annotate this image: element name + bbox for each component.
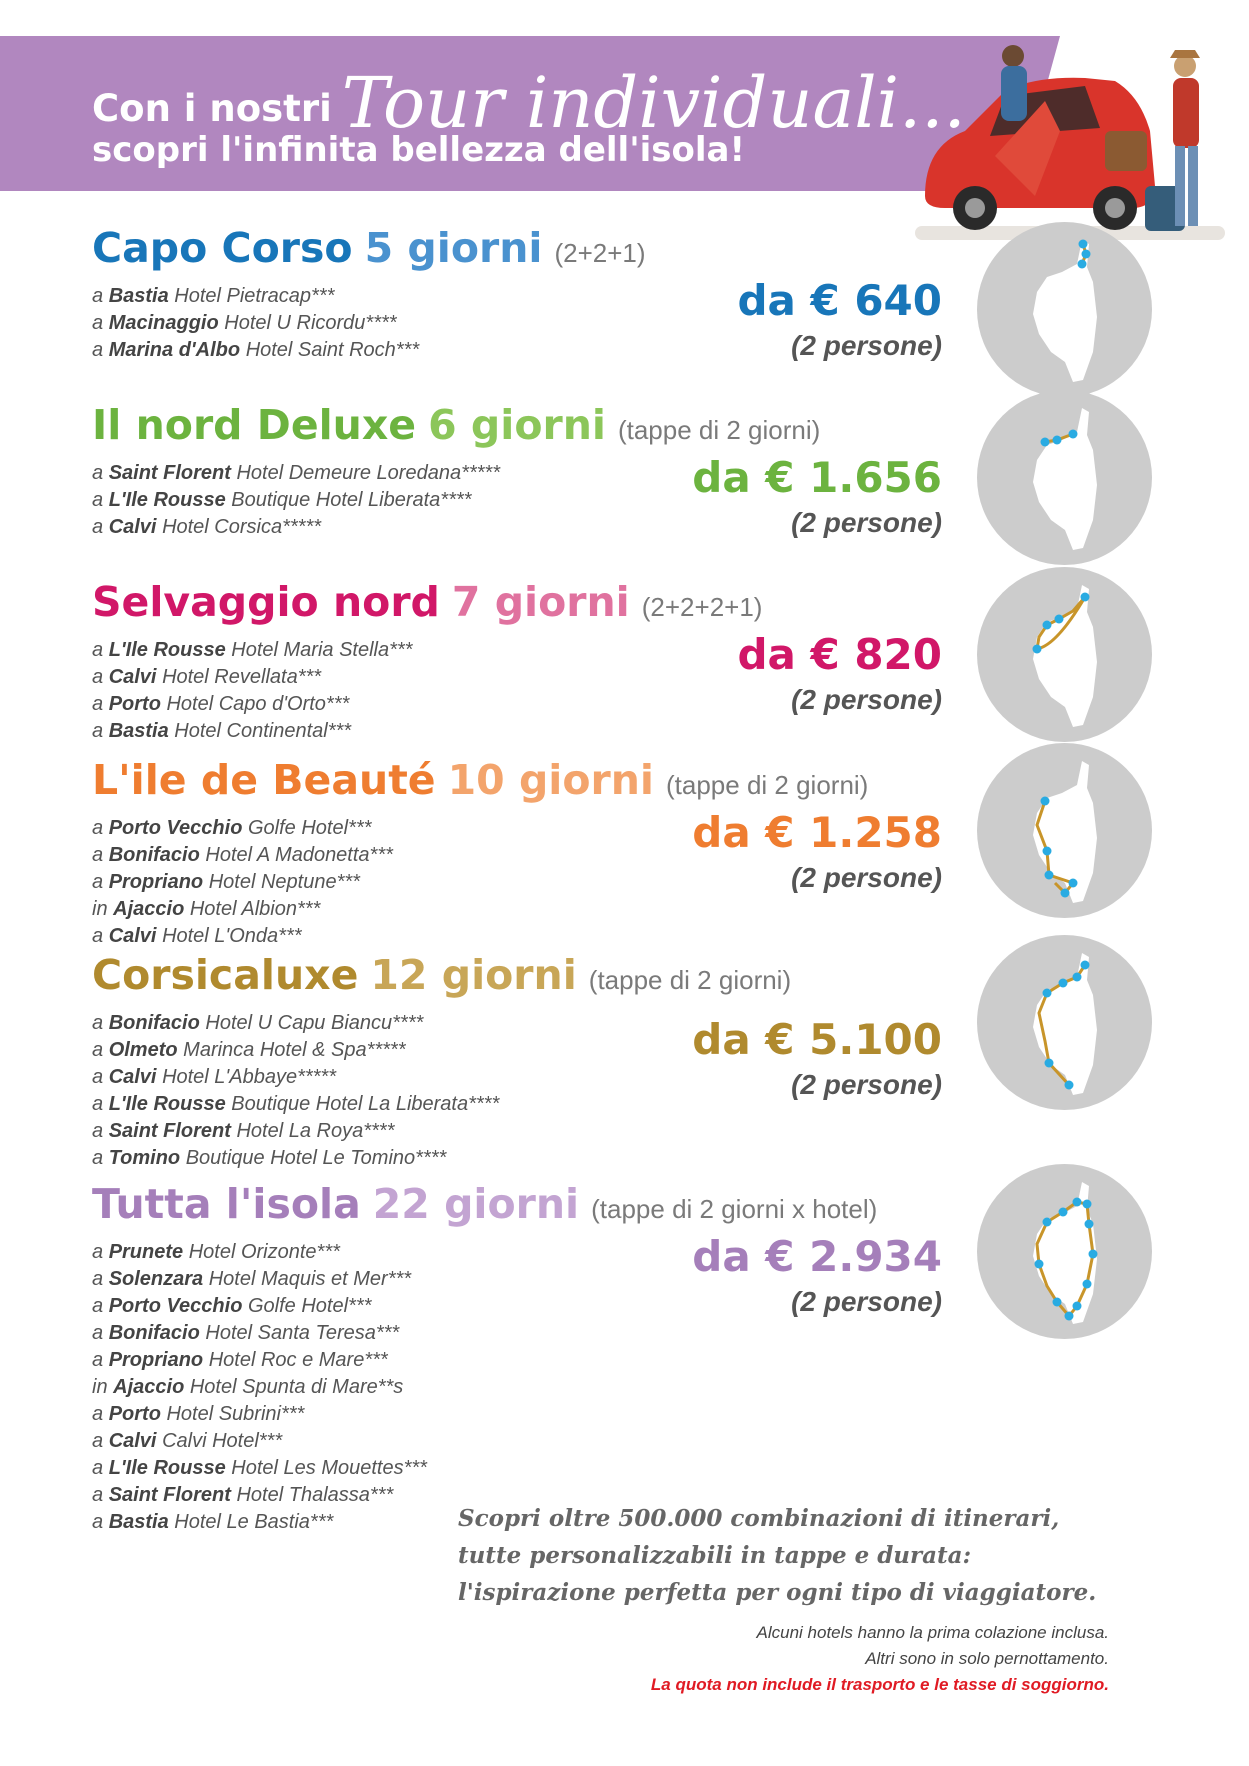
stop-item: a Olmeto Marinca Hotel & Spa***** xyxy=(92,1039,406,1061)
stop-item: in Ajaccio Hotel Albion*** xyxy=(92,898,321,920)
tour-price: da € 2.934 xyxy=(692,1232,942,1281)
tour-note: (2+2+1) xyxy=(554,238,646,268)
stop-item: a Tomino Boutique Hotel Le Tomino**** xyxy=(92,1147,447,1169)
footnote-line: Altri sono in solo pernottamento. xyxy=(865,1649,1109,1668)
stop-item: a Bastia Hotel Le Bastia*** xyxy=(92,1511,334,1533)
tour-note: (tappe di 2 giorni) xyxy=(617,415,821,445)
tour-name: L'ile de Beauté xyxy=(92,756,436,804)
stop-item: a Bonifacio Hotel Santa Teresa*** xyxy=(92,1322,400,1344)
stop-item: a L'Ile Rousse Hotel Les Mouettes*** xyxy=(92,1457,427,1479)
tour-capo-corso xyxy=(92,224,1152,364)
tour-persons: (2 persone) xyxy=(791,1286,942,1317)
tour-note: (tappe di 2 giorni) xyxy=(588,965,792,995)
tour-name: Capo Corso xyxy=(92,224,353,272)
tour-ile-de-beaute xyxy=(92,756,1152,950)
tour-corsicaluxe xyxy=(92,951,1152,1172)
header-title-script: Tour individuali... xyxy=(341,62,966,144)
tour-days: 5 giorni xyxy=(364,224,543,272)
tour-days: 12 giorni xyxy=(370,951,577,999)
tour-il-nord-deluxe xyxy=(92,401,1152,541)
tour-tutta-l-isola xyxy=(92,1180,1152,1536)
promo-text: Scopri oltre 500.000 combinazioni di itinerari, tutte personalizzabili in tappe e durata: l'ispirazione perfetta per ogni tipo di viaggiatore. xyxy=(458,1505,1097,1606)
tour-selvaggio-nord xyxy=(92,578,1152,745)
stop-item: a Calvi Hotel Revellata*** xyxy=(92,666,322,688)
tour-days: 10 giorni xyxy=(447,756,654,804)
tour-name: Selvaggio nord xyxy=(92,578,440,626)
route-map-tutta-l-isola xyxy=(977,1164,1152,1339)
footnote xyxy=(549,1620,1109,1698)
stop-item: a Saint Florent Hotel Demeure Loredana***** xyxy=(92,462,500,484)
tour-persons: (2 persone) xyxy=(791,1069,942,1100)
stop-item: a Calvi Hotel L'Onda*** xyxy=(92,925,302,947)
tour-price: da € 1.258 xyxy=(692,808,942,857)
header-title-prefix: Con i nostri xyxy=(92,87,332,130)
route-map-il-nord-deluxe xyxy=(977,390,1152,565)
stop-item: a Bonifacio Hotel U Capu Biancu**** xyxy=(92,1012,424,1034)
tour-name: Il nord Deluxe xyxy=(92,401,417,449)
header-subtitle: scopri l'infinita bellezza dell'isola! xyxy=(92,130,745,170)
tour-note: (2+2+2+1) xyxy=(641,592,763,622)
tour-persons: (2 persone) xyxy=(791,862,942,893)
stop-item: a Marina d'Albo Hotel Saint Roch*** xyxy=(92,339,420,361)
route-map-corsicaluxe xyxy=(977,935,1152,1110)
tour-price: da € 640 xyxy=(737,276,942,325)
stop-item: a Saint Florent Hotel Thalassa*** xyxy=(92,1484,394,1506)
route-map-capo-corso xyxy=(977,222,1152,397)
tour-persons: (2 persone) xyxy=(791,330,942,361)
tour-days: 7 giorni xyxy=(451,578,630,626)
stop-item: a Porto Hotel Subrini*** xyxy=(92,1403,305,1425)
tour-persons: (2 persone) xyxy=(791,684,942,715)
route-map-selvaggio-nord xyxy=(977,567,1152,742)
stop-item: a Porto Hotel Capo d'Orto*** xyxy=(92,693,350,715)
stop-item: a Macinaggio Hotel U Ricordu**** xyxy=(92,312,397,334)
tour-note: (tappe di 2 giorni x hotel) xyxy=(591,1194,878,1224)
tour-persons: (2 persone) xyxy=(791,507,942,538)
route-map-ile-de-beaute xyxy=(977,743,1152,918)
stop-item: a Porto Vecchio Golfe Hotel*** xyxy=(92,817,372,839)
stop-item: a Calvi Calvi Hotel*** xyxy=(92,1430,283,1452)
tour-name: Corsicaluxe xyxy=(92,951,359,999)
footnote-warning: La quota non include il trasporto e le tasse di soggiorno. xyxy=(650,1675,1109,1694)
stop-item: a Bonifacio Hotel A Madonetta*** xyxy=(92,844,393,866)
stop-item: a Calvi Hotel Corsica***** xyxy=(92,516,322,538)
stop-item: a Porto Vecchio Golfe Hotel*** xyxy=(92,1295,372,1317)
tour-days: 22 giorni xyxy=(372,1180,580,1228)
tour-price: da € 1.656 xyxy=(692,453,942,502)
stop-item: a Bastia Hotel Pietracap*** xyxy=(92,285,335,307)
tour-price: da € 820 xyxy=(737,630,942,679)
stop-item: in Ajaccio Hotel Spunta di Mare**s xyxy=(92,1376,404,1398)
tour-price: da € 5.100 xyxy=(692,1015,942,1064)
tour-note: (tappe di 2 giorni) xyxy=(666,770,869,800)
stop-item: a Calvi Hotel L'Abbaye***** xyxy=(92,1066,336,1088)
stop-item: a Bastia Hotel Continental*** xyxy=(92,720,352,742)
tour-name: Tutta l'isola xyxy=(92,1180,361,1228)
stop-item: a L'Ile Rousse Boutique Hotel La Liberata**** xyxy=(92,1093,500,1115)
stop-item: a Saint Florent Hotel La Roya**** xyxy=(92,1120,395,1142)
stop-item: a Propriano Hotel Neptune*** xyxy=(92,871,360,893)
stop-item: a Solenzara Hotel Maquis et Mer*** xyxy=(92,1268,412,1290)
stop-item: a Propriano Hotel Roc e Mare*** xyxy=(92,1349,388,1371)
stop-item: a Prunete Hotel Orizonte*** xyxy=(92,1241,340,1263)
tour-days: 6 giorni xyxy=(428,401,606,449)
travellers-car-photo xyxy=(885,36,1245,251)
stop-item: a L'Ile Rousse Boutique Hotel Liberata**** xyxy=(92,489,472,511)
stop-item: a L'Ile Rousse Hotel Maria Stella*** xyxy=(92,639,413,661)
footnote-line: Alcuni hotels hanno la prima colazione inclusa. xyxy=(756,1623,1109,1642)
